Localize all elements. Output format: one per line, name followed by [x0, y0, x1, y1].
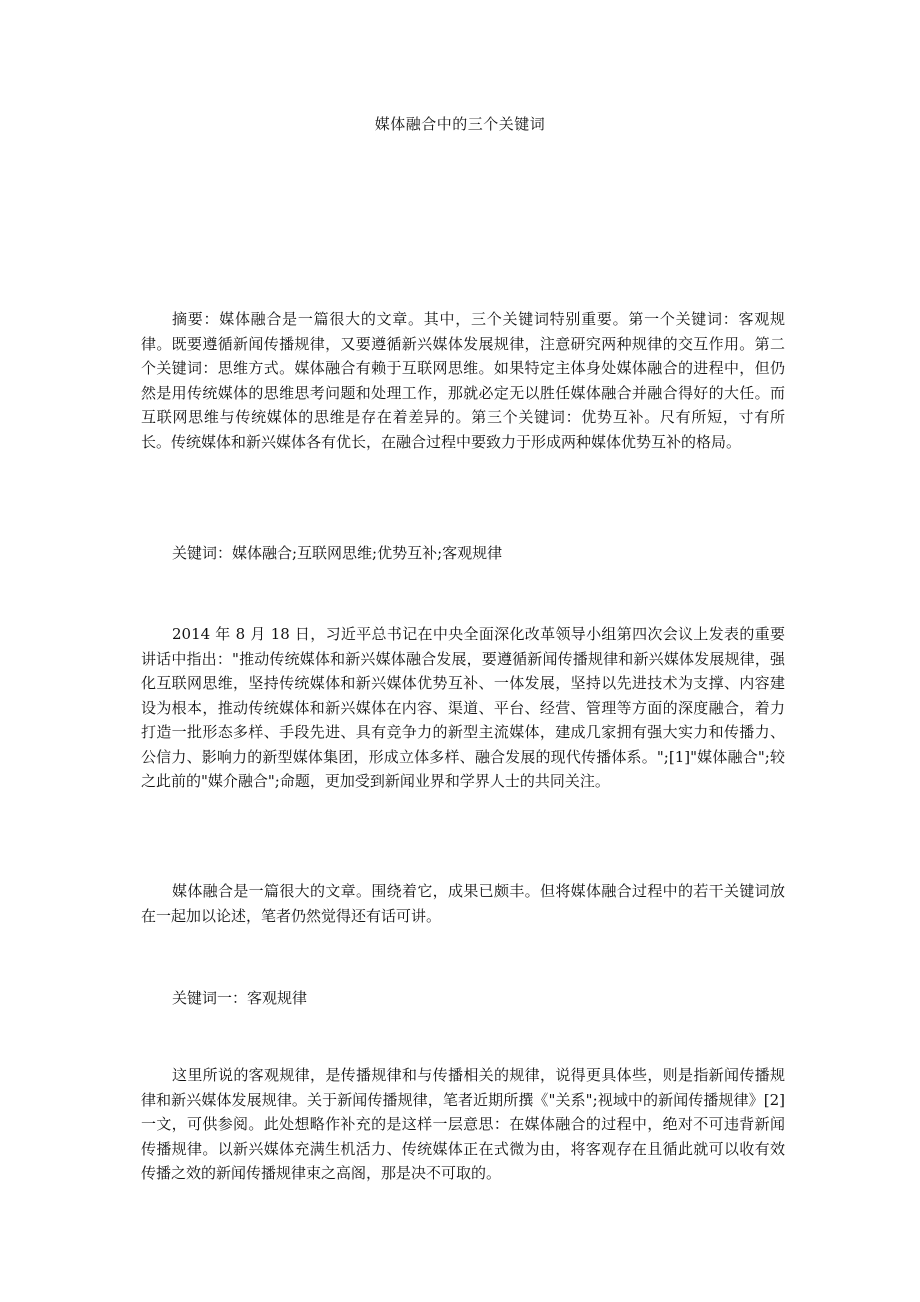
body-paragraph-3: 这里所说的客观规律，是传播规律和与传播相关的规律，说得更具体些，则是指新闻传播规律和新兴媒体发展规律。关于新闻传播规律，笔者近期所撰《"关系";视域中的新闻传播规律》[2]一文，可供参阅。此处想略作补充的是这样一层意思：在媒体融合的过程中，绝对不可违背新闻传播规律。以新兴媒体充满生机活力、传统媒体正在式微为由，将客观存在且循此就可以收有效传播之效的新闻传播规律束之高阁，那是决不可取的。 — [141, 1066, 785, 1182]
body-paragraph-1: 2014 年 8 月 18 日，习近平总书记在中央全面深化改革领导小组第四次会议上发表的重要讲话中指出："推动传统媒体和新兴媒体融合发展，要遵循新闻传播规律和新兴媒体发展规律，强化互联网思维，坚持传统媒体和新兴媒体优势互补、一体发展，坚持以先进技术为支撑、内容建设为根本，推动传统媒体和新兴媒体在内容、渠道、平台、经营、管理等方面的深度融合，着力打造一批形态多样、手段先进、具有竞争力的新型主流媒体，建成几家拥有强大实力和传播力、公信力、影响力的新型媒体集团，形成立体多样、融合发展的现代传播体系。";[1]"媒体融合";较之此前的"媒介融合";命题，更加受到新闻业界和学界人士的共同关注。 — [141, 625, 785, 790]
keywords-line: 关键词：媒体融合;互联网思维;优势互补;客观规律 — [172, 544, 503, 562]
body-paragraph-2: 媒体融合是一篇很大的文章。围绕着它，成果已颇丰。但将媒体融合过程中的若干关键词放在一起加以论述，笔者仍然觉得还有话可讲。 — [141, 882, 785, 925]
section-heading-1: 关键词一：客观规律 — [172, 989, 308, 1007]
document-title: 媒体融合中的三个关键词 — [374, 115, 546, 133]
abstract-paragraph: 摘要：媒体融合是一篇很大的文章。其中，三个关键词特别重要。第一个关键词：客观规律。既要遵循新闻传播规律，又要遵循新兴媒体发展规律，注意研究两种规律的交互作用。第二个关键词：思维方式。媒体融合有赖于互联网思维。如果特定主体身处媒体融合的进程中，但仍然是用传统媒体的思维思考问题和处理工作，那就必定无以胜任媒体融合并融合得好的大任。而互联网思维与传统媒体的思维是存在着差异的。第三个关键词：优势互补。尺有所短，寸有所长。传统媒体和新兴媒体各有优长，在融合过程中要致力于形成两种媒体优势互补的格局。 — [141, 310, 785, 451]
